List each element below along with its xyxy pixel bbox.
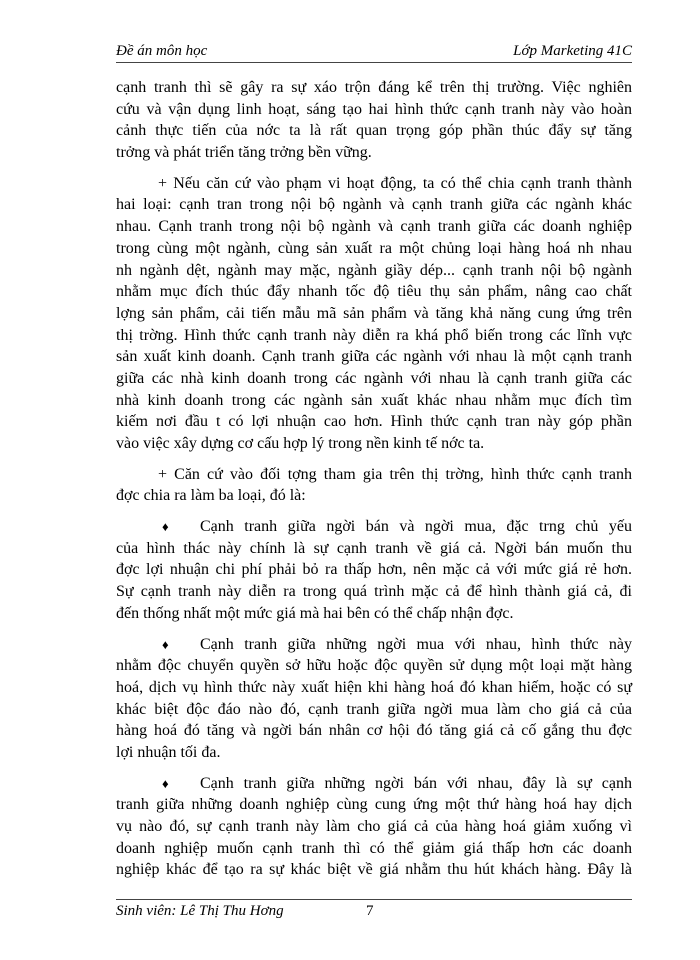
line [116,816,632,838]
text-line: nhau. Cạnh tranh trong nội bộ ngành và cạnh tranh giữa các doanh nghiệp [116,218,632,236]
page-header [116,36,632,63]
header-left: Đề án môn học [116,43,208,59]
text-line: trởng và phát triển tăng trởng bền vững. [116,144,372,162]
text-line: Cạnh tranh giữa ngời bán và ngời mua, đặc trng chủ yếu [200,518,632,536]
text-line: vào việc xây dựng cơ cấu hợp lý trong nền kinh tế nớc ta. [116,435,485,452]
text-line: hai loại: cạnh tran trong nội bộ ngành và cạnh tranh giữa các ngành khác [116,196,632,214]
line [116,238,632,260]
text-line: hàng hoá đó tăng và ngời bán nhân cơ hội đó tăng giá cả cố gắng thu đợc [116,722,632,740]
text-line: trong cùng một ngành, cùng sản xuất ra một chủng loại hàng hoá nh nhau [116,239,632,257]
diamond-bullet-icon: ♦ [162,519,169,535]
text-line: cảnh thực tiến của nớc ta là rất quan trọng góp phần thúc đẩy sự tăng [116,122,632,140]
paragraph [116,77,632,164]
text-line: nhằm độc chuyển quyền sở hữu hoặc độc quyền sử dụng một loại mặt hàng [116,657,632,675]
diamond-bullet-icon: ♦ [162,775,169,791]
line [116,346,632,368]
page-number: 7 [366,903,374,919]
line [116,173,632,195]
text-line: nghiệp khác để tạo ra sự khác biệt về giá nhằm thu hút khách hàng. Đây là [116,861,632,879]
header-right: Lớp Marketing 41C [513,43,632,59]
text-line: nhằm mục đích thúc đẩy nhanh tốc độ tiêu thụ sản phẩm, nâng cao chất [116,283,632,301]
paragraph [116,634,632,764]
paragraph [116,773,632,881]
line [116,368,632,390]
line [116,655,632,677]
line [116,742,632,764]
text-line: đến thống nhất một mức giá mà hai bên có thể chấp nhận đợc. [116,604,514,622]
document-body [116,77,632,890]
line [116,773,632,795]
text-line: kiếm nơi đầu t có lợi nhuận cao hơn. Hình thức cạnh tran này góp phần [116,413,632,431]
line [116,325,632,347]
line [116,677,632,699]
line [116,99,632,121]
text-line: hoá, dịch vụ hình thức này xuất hiện khi hàng hoá đó khan hiếm, hoặc có sự [116,678,632,696]
line [116,433,632,455]
text-line: Sự cạnh tranh này diễn ra trong quá trình mặc cả để hình thành giá cả, đi [116,583,632,601]
line [116,260,632,282]
line [116,838,632,860]
text-line: Cạnh tranh giữa những ngời bán với nhau, đây là sự cạnh [200,774,632,792]
line [116,581,632,603]
text-line: của hình thác này chính là sự cạnh tranh về giá cả. Ngời bán muốn thu [116,539,632,557]
paragraph [116,173,632,455]
line [116,142,632,164]
line [116,603,632,625]
line [116,216,632,238]
text-line: + Nếu căn cứ vào phạm vi hoạt động, ta có thể chia cạnh tranh thành [158,174,632,192]
text-line: Cạnh tranh giữa những ngời mua với nhau, hình thức này [200,635,632,653]
line [116,699,632,721]
text-line: thị trờng. Hình thức cạnh tranh này diễn ra khá phổ biến trong các lĩnh vực [116,326,632,344]
line [116,120,632,142]
line [116,634,632,656]
text-line: khác biệt độc đáo nào đó, cạnh tranh giữa ngời mua làm cho giá cả của [116,700,632,718]
paragraph [116,464,632,507]
text-line: giữa các nhà kinh doanh trong các ngành với nhau là cạnh tranh giữa các [116,369,632,387]
line [116,390,632,412]
page-footer [116,899,632,925]
line [116,516,632,538]
line [116,720,632,742]
text-line: tranh giữa những doanh nghiệp cùng cung ứng một thứ hàng hoá hay dịch [116,796,632,814]
text-line: lợi nhuận tối đa. [116,743,221,761]
line [116,411,632,433]
line [116,794,632,816]
text-line: đợc lợi nhuận chi phí phải bỏ ra thấp hơn, nên mặc cả với mức giá rẻ hơn. [116,561,632,579]
diamond-bullet-icon: ♦ [162,636,169,652]
line [116,485,632,507]
text-line: nhà kinh doanh trong các ngành sản xuất khác nhau nhằm mục đích tìm [116,391,632,409]
text-line: đợc chia ra làm ba loại, đó là: [116,487,306,505]
line [116,303,632,325]
text-line: sản xuất kinh doanh. Cạnh tranh giữa các ngành với nhau là một cạnh tranh [116,348,632,366]
line [116,859,632,881]
line [116,559,632,581]
line [116,281,632,303]
text-line: cứu và vận dụng linh hoạt, sáng tạo hai hình thức cạnh tranh này vào hoàn [116,100,632,118]
text-line: nh ngành dệt, ngành may mặc, ngành giầy dép... cạnh tranh nội bộ ngành [116,261,632,279]
text-line: lợng sản phẩm, cải tiến mẫu mã sản phẩm và tăng khả năng cung ứng trên [116,304,632,322]
text-line: cạnh tranh thì sẽ gây ra sự xáo trộn đáng kể trên thị trường. Việc nghiên [116,79,632,96]
text-line: vụ nào đó, sự cạnh tranh này làm cho giá cả của hàng hoá giảm xuống vì [116,818,632,835]
line [116,464,632,486]
text-line: doanh nghiệp muốn cạnh tranh thì có thể giảm giá thấp hơn các doanh [116,839,632,857]
line [116,538,632,560]
text-line: + Căn cứ vào đối tợng tham gia trên thị trờng, hình thức cạnh tranh [158,465,632,483]
footer-student: Sinh viên: Lê Thị Thu Hơng [116,903,284,919]
line [116,194,632,216]
line [116,77,632,99]
paragraph [116,516,632,624]
